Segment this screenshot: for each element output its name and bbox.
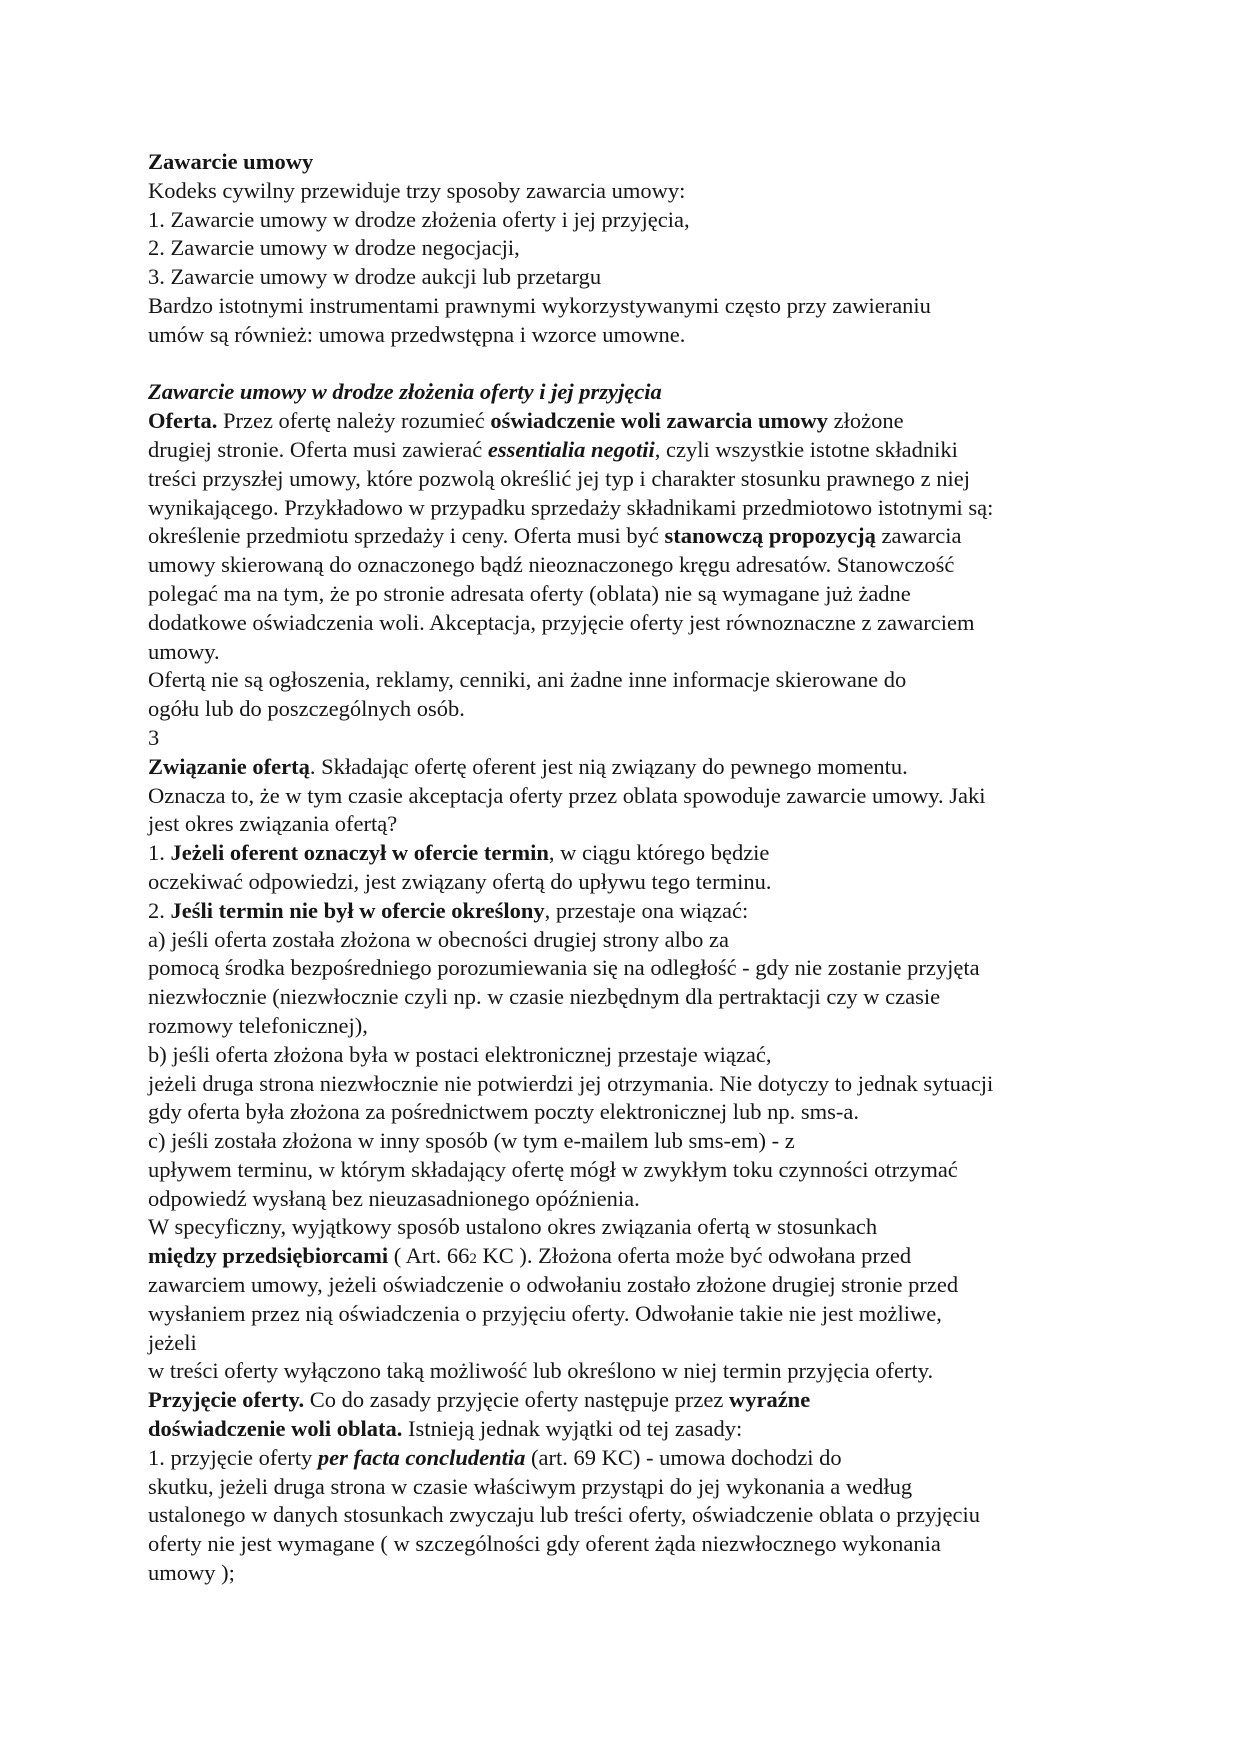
zwiazanie-line: 2. Jeśli termin nie był w ofercie określony, przestaje ona wiązać: <box>148 897 749 923</box>
oferta-line: ogółu lub do poszczególnych osób. <box>148 696 465 722</box>
zwiazanie-line: jeżeli druga strona niezwłocznie nie potwierdzi jej otrzymania. Nie dotyczy to jednak sytuacji <box>148 1070 994 1096</box>
przyjecie-line: ustalonego w danych stosunkach zwyczaju lub treści oferty, oświadczenie oblata o przyjęciu <box>148 1502 980 1528</box>
oferta-line: polegać ma na tym, że po stronie adresata oferty (oblata) nie są wymagane już żadne <box>148 580 911 606</box>
zwiazanie-line: jeżeli <box>148 1329 197 1355</box>
oferta-line: umowy. <box>148 638 220 664</box>
zwiazanie-line: b) jeśli oferta złożona była w postaci elektronicznej przestaje wiązać, <box>148 1041 772 1067</box>
zwiazanie-line: między przedsiębiorcami ( Art. 662 KC ). Złożona oferta może być odwołana przed <box>148 1243 912 1269</box>
oferta-line: umowy skierowaną do oznaczonego bądź nieoznaczonego kręgu adresatów. Stanowczość <box>148 552 955 578</box>
przyjecie-line: oferty nie jest wymagane ( w szczególności gdy oferent żąda niezwłocznego wykonania <box>148 1531 941 1557</box>
zwiazanie-line: zawarciem umowy, jeżeli oświadczenie o odwołaniu zostało złożone drugiej stronie przed <box>148 1272 959 1298</box>
intro-text: Kodeks cywilny przewiduje trzy sposoby zawarcia umowy: <box>148 177 686 203</box>
zwiazanie-line: jest okres związania ofertą? <box>148 811 398 837</box>
oferta-line: Oferta. Przez ofertę należy rozumieć oświadczenie woli zawarcia umowy złożone <box>148 408 904 434</box>
method-item: 1. Zawarcie umowy w drodze złożenia oferty i jej przyjęcia, <box>148 206 690 232</box>
zwiazanie-line: gdy oferta była złożona za pośrednictwem poczty elektronicznej lub np. sms-a. <box>148 1099 859 1125</box>
zwiazanie-line: 1. Jeżeli oferent oznaczył w ofercie termin, w ciągu którego będzie <box>148 840 770 866</box>
document-body <box>148 148 1108 1588</box>
oferta-line: określenie przedmiotu sprzedaży i ceny. Oferta musi być stanowczą propozycją zawarcia <box>148 523 962 549</box>
oferta-line: treści przyszłej umowy, które pozwolą określić jej typ i charakter stosunku prawnego z niej <box>148 465 971 491</box>
zwiazanie-line: odpowiedź wysłaną bez nieuzasadnionego opóźnienia. <box>148 1185 640 1211</box>
document-title: Zawarcie umowy <box>148 149 314 174</box>
zwiazanie-line: Związanie ofertą. Składając ofertę oferent jest nią związany do pewnego momentu. <box>148 753 908 779</box>
method-item: 2. Zawarcie umowy w drodze negocjacji, <box>148 235 520 261</box>
zwiazanie-line: a) jeśli oferta została złożona w obecności drugiej strony albo za <box>148 926 730 952</box>
zwiazanie-line: oczekiwać odpowiedzi, jest związany ofertą do upływu tego terminu. <box>148 868 772 894</box>
zwiazanie-line: rozmowy telefonicznej), <box>148 1012 368 1038</box>
przyjecie-line: Przyjęcie oferty. Co do zasady przyjęcie oferty następuje przez wyraźne <box>148 1387 811 1413</box>
zwiazanie-line: upływem terminu, w którym składający ofertę mógł w zwykłym toku czynności otrzymać <box>148 1156 958 1182</box>
zwiazanie-line: pomocą środka bezpośredniego porozumiewania się na odległość - gdy nie zostanie przyjęta <box>148 955 980 981</box>
page-marker: 3 <box>148 724 160 750</box>
przyjecie-line: 1. przyjęcie oferty per facta concludentia (art. 69 KC) - umowa dochodzi do <box>148 1444 842 1470</box>
przyjecie-line: skutku, jeżeli druga strona w czasie właściwym przystąpi do jej wykonania a według <box>148 1473 913 1499</box>
instruments-text: Bardzo istotnymi instrumentami prawnymi wykorzystywanymi często przy zawieraniu <box>148 292 931 318</box>
zwiazanie-line: c) jeśli została złożona w inny sposób (w tym e-mailem lub sms-em) - z <box>148 1128 795 1154</box>
zwiazanie-line: W specyficzny, wyjątkowy sposób ustalono okres związania ofertą w stosunkach <box>148 1214 878 1240</box>
oferta-line: wynikającego. Przykładowo w przypadku sprzedaży składnikami przedmiotowo istotnymi są: <box>148 494 994 520</box>
method-item: 3. Zawarcie umowy w drodze aukcji lub przetargu <box>148 264 602 290</box>
zwiazanie-line: Oznacza to, że w tym czasie akceptacja oferty przez oblata spowoduje zawarcie umowy. Jaki <box>148 782 986 808</box>
instruments-text: umów są również: umowa przedwstępna i wzorce umowne. <box>148 321 686 347</box>
oferta-line: Ofertą nie są ogłoszenia, reklamy, cenniki, ani żadne inne informacje skierowane do <box>148 667 907 693</box>
zwiazanie-line: w treści oferty wyłączono taką możliwość lub określono w niej termin przyjęcia oferty. <box>148 1358 934 1384</box>
oferta-line: drugiej stronie. Oferta musi zawierać essentialia negotii, czyli wszystkie istotne składniki <box>148 436 958 462</box>
przyjecie-line: doświadczenie woli oblata. Istnieją jednak wyjątki od tej zasady: <box>148 1416 743 1442</box>
paragraph-gap <box>148 350 1108 379</box>
przyjecie-line: umowy ); <box>148 1560 235 1586</box>
section-heading: Zawarcie umowy w drodze złożenia oferty i jej przyjęcia <box>148 379 662 405</box>
oferta-line: dodatkowe oświadczenia woli. Akceptacja, przyjęcie oferty jest równoznaczne z zawarciem <box>148 609 975 635</box>
zwiazanie-line: niezwłocznie (niezwłocznie czyli np. w czasie niezbędnym dla pertraktacji czy w czasie <box>148 984 941 1010</box>
zwiazanie-line: wysłaniem przez nią oświadczenia o przyjęciu oferty. Odwołanie takie nie jest możliwe, <box>148 1300 942 1326</box>
